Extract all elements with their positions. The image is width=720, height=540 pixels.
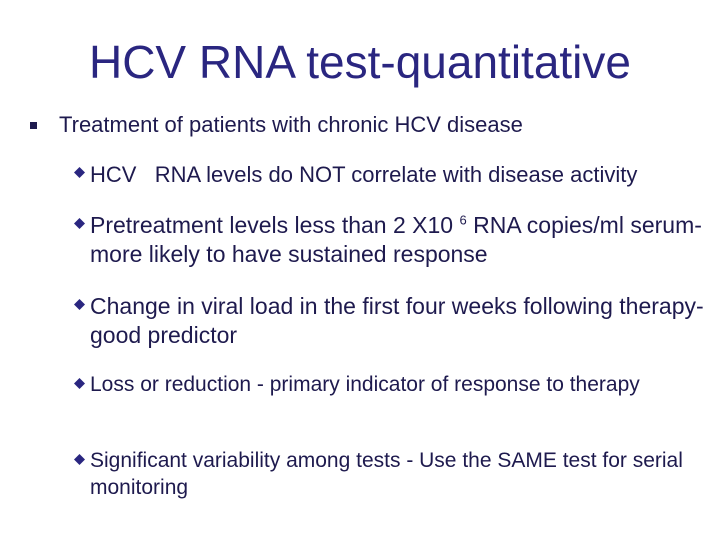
square-bullet-icon <box>30 122 37 129</box>
sub-bullet-5-text: Significant variability among tests - Use the SAME test for serial monitoring <box>90 449 683 499</box>
diamond-bullet-icon <box>74 299 84 309</box>
diamond-bullet-icon <box>74 167 84 177</box>
sub-bullet-2-text <box>90 211 710 268</box>
superscript-exponent: 6 <box>459 212 467 228</box>
slide-title: HCV RNA test-quantitative <box>88 36 631 88</box>
sub-bullet-3 <box>74 292 710 349</box>
main-bullet-text: Treatment of patients with chronic HCV disease <box>59 112 523 137</box>
sub-bullet-2 <box>74 211 710 268</box>
sub-bullet-4-text: Loss or reduction - primary indicator of response to therapy <box>90 373 640 396</box>
diamond-bullet-icon <box>74 454 84 464</box>
sub-bullet-2-text-after: RNA copies/ml serum- more likely to have sustained response <box>90 212 702 267</box>
sub-bullet-1-text: HCV RNA levels do NOT correlate with disease activity <box>90 162 638 187</box>
diamond-bullet-icon <box>74 378 84 388</box>
sub-bullet-4 <box>74 372 710 399</box>
sub-bullet-3-text: Change in viral load in the first four weeks following therapy- good predictor <box>90 293 704 348</box>
sub-bullet-1 <box>74 161 710 189</box>
diamond-bullet-icon <box>74 218 84 228</box>
sub-bullet-2-text-before: Pretreatment levels less than 2 X10 <box>90 212 460 238</box>
sub-bullet-5 <box>74 448 710 502</box>
